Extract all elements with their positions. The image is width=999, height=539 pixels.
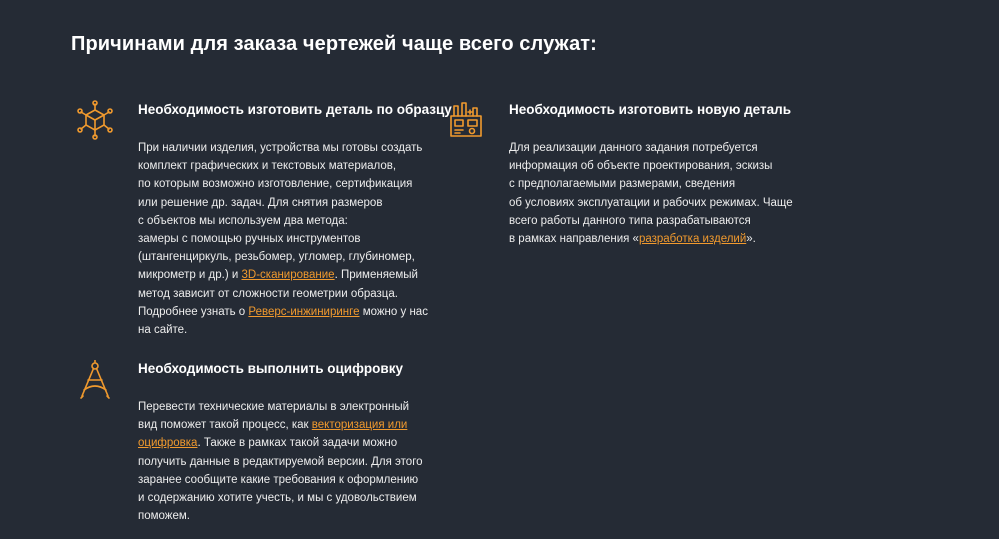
sample-line-6: замеры с помощью ручных инструментов xyxy=(138,233,361,246)
sample-line-5: с объектов мы используем два метода: xyxy=(138,214,348,227)
new-part-line-6 xyxy=(509,230,793,248)
sample-line-10-text: Подробнее узнать о xyxy=(138,305,249,318)
sample-line-9: метод зависит от сложности геометрии образца. xyxy=(138,287,398,300)
sample-block-title: Необходимость изготовить деталь по образцу xyxy=(138,102,452,117)
sample-line-10 xyxy=(138,303,428,321)
vectorization-link[interactable]: векторизация или xyxy=(311,419,408,432)
factory-blueprint-icon xyxy=(448,100,484,140)
digitize-block-title: Необходимость выполнить оцифровку xyxy=(138,361,403,376)
new-part-block-text xyxy=(509,139,793,248)
new-part-line-6-text: в рамках направления « xyxy=(509,233,639,246)
reverse-engineering-link[interactable]: Реверс-инжиниринге xyxy=(248,305,360,318)
digitize-line-2 xyxy=(138,416,423,434)
new-part-line-6-tail: ». xyxy=(746,233,756,246)
product-development-link[interactable]: разработка изделий xyxy=(638,233,747,246)
new-part-block-title: Необходимость изготовить новую деталь xyxy=(509,102,792,117)
sample-line-4: или решение др. задач. Для снятия размеров xyxy=(138,196,383,209)
sample-line-7: (штангенциркуль, резьбомер, угломер, глубиномер, xyxy=(138,251,415,264)
cube-network-icon xyxy=(77,100,113,140)
sample-line-1: При наличии изделия, устройства мы готовы создать xyxy=(138,142,423,154)
sample-line-3: по которым возможно изготовление, сертификация xyxy=(138,178,413,191)
digitize-line-4: получить данные в редактируемой версии. Для этого xyxy=(138,455,423,468)
new-part-line-1: Для реализации данного задания потребуется xyxy=(509,142,758,154)
sample-line-8-text: микрометр и др.) и xyxy=(138,269,242,282)
digitize-line-3-tail: . Также в рамках такой задачи можно xyxy=(197,437,398,450)
page-title: Причинами для заказа чертежей чаще всего служат: xyxy=(71,33,597,55)
sample-line-11: на сайте. xyxy=(138,324,188,337)
digitization-link[interactable]: оцифровка xyxy=(138,437,198,450)
digitize-line-5: заранее сообщите какие требования к оформлению xyxy=(138,473,419,486)
sample-line-2: комплект графических и текстовых материалов, xyxy=(138,160,397,173)
drafting-compass-icon xyxy=(77,360,113,400)
digitize-line-6: и содержанию хотите учесть, и мы с удовольствием xyxy=(138,492,417,505)
digitize-block-text xyxy=(138,398,423,525)
new-part-line-4: об условиях эксплуатации и рабочих режимах. Чаще xyxy=(509,196,793,209)
sample-line-10-tail: можно у нас xyxy=(359,305,428,318)
digitize-line-3 xyxy=(138,434,423,452)
digitize-line-2-text: вид поможет такой процесс, как xyxy=(138,419,312,432)
digitize-line-1: Перевести технические материалы в электронный xyxy=(138,401,410,413)
new-part-line-3: с предполагаемыми размерами, сведения xyxy=(509,178,736,191)
sample-line-8-tail: . Применяемый xyxy=(334,269,418,282)
new-part-line-2: информация об объекте проектирования, эскизы xyxy=(509,160,773,173)
digitize-line-7: поможем. xyxy=(138,510,190,523)
new-part-line-5: всего работы данного типа разрабатываются xyxy=(509,214,751,227)
sample-block-text xyxy=(138,139,428,339)
sample-line-8 xyxy=(138,266,428,284)
3d-scanning-link[interactable]: 3D-сканирование xyxy=(241,269,335,282)
